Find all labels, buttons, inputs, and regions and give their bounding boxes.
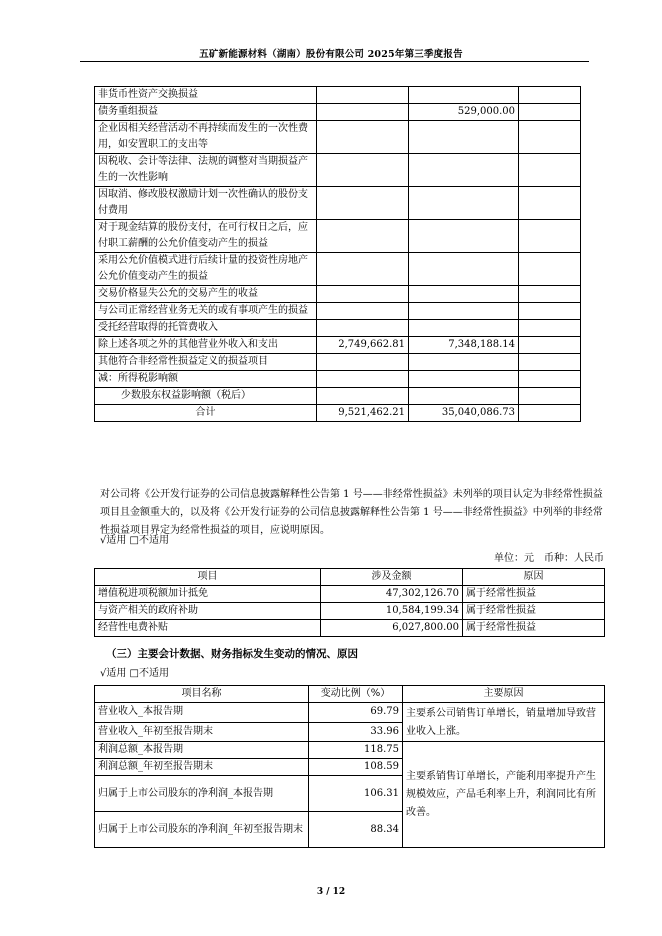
applicable-checkbox-line: √适用 □不适用 bbox=[100, 668, 169, 679]
table-row: 减：所得税影响额 bbox=[95, 371, 581, 388]
table-row-total: 合计 9,521,462.21 35,040,086.73 bbox=[95, 405, 581, 422]
table-row: 归属于上市公司股东的净利润_本报告期 106.31 bbox=[95, 776, 605, 812]
table-row: 归属于上市公司股东的净利润_年初至报告期末 88.34 bbox=[95, 812, 605, 848]
table-row: 增值税进项税额加计抵免 47,302,126.70 属于经常性损益 bbox=[95, 586, 605, 603]
table-row: 因取消、修改股权激励计划一次性确认的股份支付费用 bbox=[95, 187, 581, 220]
table-row: 企业因相关经营活动不再持续而发生的一次性费用，如安置职工的支出等 bbox=[95, 121, 581, 154]
table-row: 债务重组损益 529,000.00 bbox=[95, 104, 581, 121]
applicable-checkbox-line: √适用 □不适用 bbox=[100, 535, 169, 546]
table-row: 营业收入_年初至报告期末 33.96 bbox=[95, 722, 605, 742]
table-row: 少数股东权益影响额（税后） bbox=[95, 388, 581, 405]
table-header-row: 项目名称 变动比例（%） 主要原因 bbox=[95, 686, 605, 703]
page-number: 3 / 12 bbox=[316, 887, 346, 897]
table-row: 经营性电费补贴 6,027,800.00 属于经常性损益 bbox=[95, 620, 605, 637]
table-row: 与公司正常经营业务无关的或有事项产生的损益 bbox=[95, 303, 581, 320]
table-row: 利润总额_年初至报告期末 108.59 bbox=[95, 759, 605, 776]
page-header: 五矿新能源材料（湖南）股份有限公司 2025年第三季度报告 bbox=[199, 49, 463, 60]
table-row: 利润总额_本报告期 118.75 主要系销售订单增长，产能利用率提升产生规模效应，产品毛利率上升，利润同比有所改善。 bbox=[95, 742, 605, 759]
table-row: 交易价格显失公允的交易产生的收益 bbox=[95, 286, 581, 303]
table-header-row: 项目 涉及金额 原因 bbox=[95, 569, 605, 586]
table-row: 因税收、会计等法律、法规的调整对当期损益产生的一次性影响 bbox=[95, 154, 581, 187]
financial-change-table bbox=[94, 685, 605, 848]
table-row: 非货币性资产交换损益 bbox=[95, 87, 581, 104]
unit-currency-line: 单位：元 币种：人民币 bbox=[494, 553, 604, 564]
table-row: 其他符合非经常性损益定义的损益项目 bbox=[95, 354, 581, 371]
table-row: 受托经营取得的托管费收入 bbox=[95, 320, 581, 337]
explanation-paragraph: 对公司将《公开发行证券的公司信息披露解释性公告第 1 号——非经常性损益》未列举的项目认定为非经常性损益项目且金额重大的，以及将《公开发行证券的公司信息披露解释性公告第 1 号——非经常性损益》中列举的非经常性损益项目界定为经常性损益的项目，应说明原因。 bbox=[100, 489, 603, 536]
header-rule bbox=[80, 61, 589, 62]
table-row: 与资产相关的政府补助 10,584,199.34 属于经常性损益 bbox=[95, 603, 605, 620]
recurring-gains-table bbox=[94, 568, 605, 637]
non-recurring-items-table bbox=[94, 86, 581, 422]
table-row: 除上述各项之外的其他营业外收入和支出 2,749,662.81 7,348,188.14 bbox=[95, 337, 581, 354]
section-title: （三）主要会计数据、财务指标发生变动的情况、原因 bbox=[106, 648, 358, 660]
table-row: 营业收入_本报告期 69.79 主要系公司销售订单增长，销量增加导致营业收入上涨。 bbox=[95, 703, 605, 723]
table-row: 对于现金结算的股份支付，在可行权日之后，应付职工薪酬的公允价值变动产生的损益 bbox=[95, 220, 581, 253]
table-row: 采用公允价值模式进行后续计量的投资性房地产公允价值变动产生的损益 bbox=[95, 253, 581, 286]
